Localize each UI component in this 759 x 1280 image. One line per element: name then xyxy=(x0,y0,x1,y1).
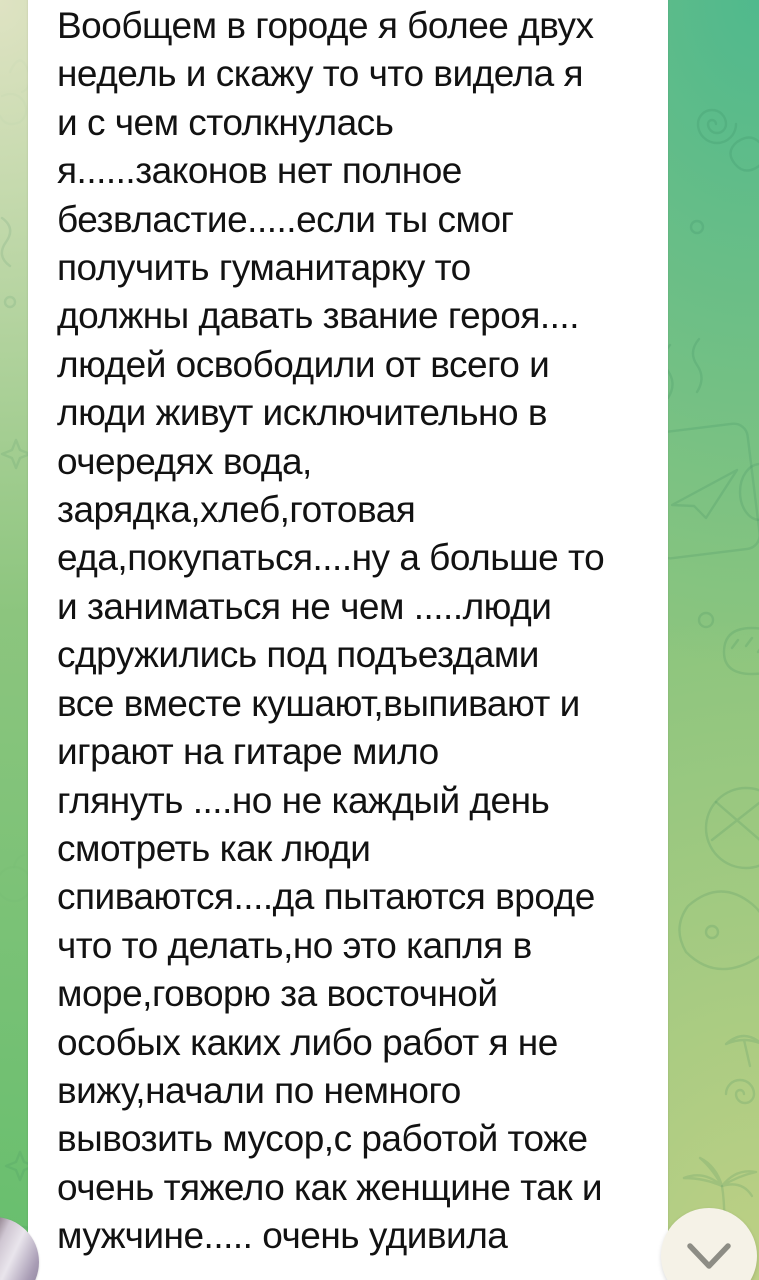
message-line: очередях вода, xyxy=(57,440,312,482)
message-line: и заниматься не чем .....люди xyxy=(57,585,552,627)
blob-animal-icon xyxy=(679,891,759,969)
scroll-to-bottom-button[interactable] xyxy=(661,1208,757,1280)
spiral-icon xyxy=(726,1080,754,1103)
message-line: играют на гитаре мило xyxy=(57,731,439,773)
squiggle-icon xyxy=(2,218,10,266)
message-line: недель и скажу то что видела я xyxy=(57,53,584,95)
dot-icon xyxy=(5,297,15,307)
message-line: еда,покупаться....ну а больше то xyxy=(57,537,605,579)
steam-icon xyxy=(664,339,702,398)
message-line: спиваются....да пытаются вроде xyxy=(57,876,595,918)
message-line: мужчине..... очень удивила xyxy=(57,1215,508,1257)
message-line: сдружились под подъездами xyxy=(57,634,539,676)
message-line: особых каких либо работ я не xyxy=(57,1021,558,1063)
message-line: люди живут исключительно в xyxy=(57,392,547,434)
pizza-icon xyxy=(706,788,759,868)
message-line: очень тяжело как женщине так и xyxy=(57,1166,603,1208)
message-line: Вообщем в городе я более двух xyxy=(57,5,594,46)
chevron-down-icon xyxy=(661,1208,757,1280)
message-line: людей освободили от всего и xyxy=(57,343,550,385)
message-line: и с чем столкнулась xyxy=(57,101,394,143)
message-line: вывозить мусор,с работой тоже xyxy=(57,1118,588,1160)
dot-icon xyxy=(699,613,713,627)
message-line: зарядка,хлеб,готовая xyxy=(57,489,416,531)
message-bubble[interactable] xyxy=(28,0,668,1280)
star-icon xyxy=(2,440,30,468)
message-line: смотреть как люди xyxy=(57,827,371,869)
message-line: я......законов нет полное xyxy=(57,150,462,192)
spiral-icon xyxy=(698,110,736,143)
message-line: безвластие.....если ты смог xyxy=(57,198,514,240)
apple-icon xyxy=(0,855,31,901)
message-line: глянуть ....но не каждый день xyxy=(57,779,550,821)
umbrella-icon xyxy=(726,1036,759,1066)
message-line: должны давать звание героя.... xyxy=(57,295,579,337)
message-line: все вместе кушают,выпивают и xyxy=(57,682,580,724)
dot-icon xyxy=(691,221,703,233)
paw-icon xyxy=(730,137,759,170)
message-line: получить гуманитарку то xyxy=(57,247,471,289)
message-line: что то делать,но это капля в xyxy=(57,924,532,966)
message-line: море,говорю за восточной xyxy=(57,973,498,1015)
bunny-icon xyxy=(0,60,30,124)
bread-icon xyxy=(724,628,759,674)
message-line: вижу,начали по немного xyxy=(57,1069,461,1111)
message-text xyxy=(57,2,658,1261)
